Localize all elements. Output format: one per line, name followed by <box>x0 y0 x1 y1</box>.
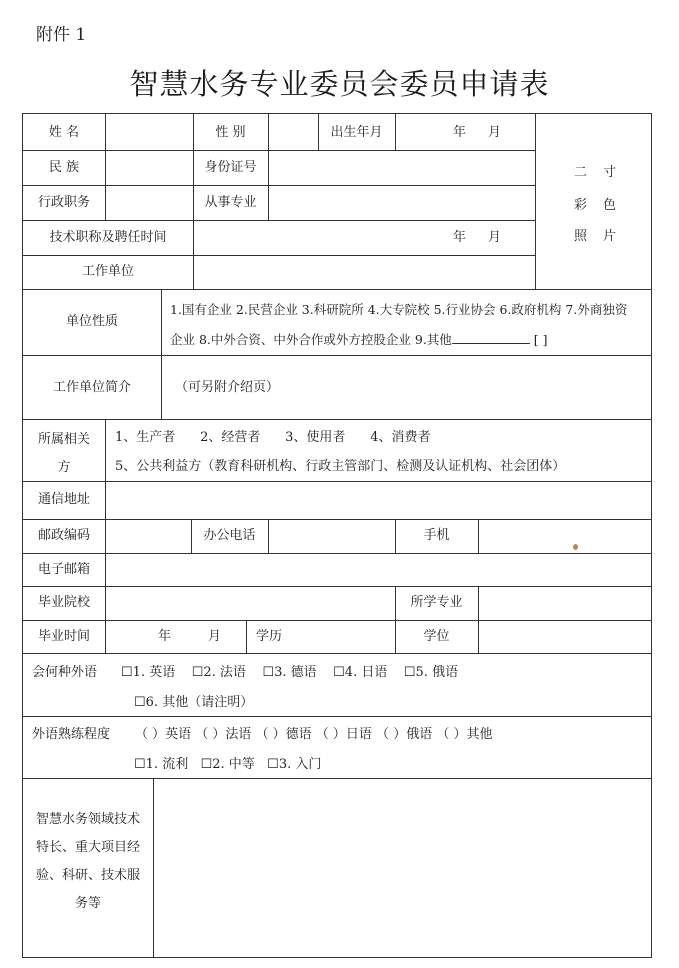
address-label: 通信地址 <box>37 492 90 507</box>
school-label: 毕业院校 <box>37 595 90 610</box>
education-label: 学历 <box>256 629 283 644</box>
mobile-label: 手机 <box>423 528 450 543</box>
party-label-line1: 所属相关 <box>37 432 90 447</box>
email-label: 电子邮箱 <box>37 562 90 577</box>
expertise-label-line3: 验、科研、技术服 <box>35 868 140 883</box>
title-year-unit: 年 <box>453 230 467 245</box>
title-time-label: 技术职称及聘任时间 <box>49 230 167 245</box>
language-options-line1[interactable]: ☐1. 英语 ☐2. 法语 ☐3. 德语 ☐4. 日语 ☐5. 俄语 <box>121 665 459 680</box>
grad-month-unit: 月 <box>208 629 222 644</box>
party-options-line1: 1、生产者 2、经营者 3、使用者 4、消费者 <box>115 430 431 445</box>
party-label-line2: 方 <box>57 460 71 475</box>
page-title: 智慧水务专业委员会委员申请表 <box>129 67 550 101</box>
profession-label: 从事专业 <box>204 195 257 210</box>
unit-nature-label: 单位性质 <box>65 314 118 329</box>
proficiency-label: 外语熟练程度 <box>32 727 111 742</box>
unit-nature-options-line1: 1.国有企业 2.民营企业 3.科研院所 4.大专院校 5.行业协会 6.政府机构 7.外商独资 <box>170 302 628 317</box>
other-blank[interactable] <box>452 331 530 344</box>
office-phone-label: 办公电话 <box>203 528 256 543</box>
id-number-label: 身份证号 <box>204 160 257 175</box>
expertise-label-line2: 特长、重大项目经 <box>35 840 140 855</box>
photo-text-5: 照 <box>574 229 588 244</box>
proficiency-options-line1[interactable]: （ ）英语 （ ）法语 （ ）德语 （ ）日语 （ ）俄语 （ ）其他 <box>135 727 493 742</box>
language-label: 会何种外语 <box>32 665 98 680</box>
grad-year-unit: 年 <box>158 629 172 644</box>
ink-stain <box>573 544 578 550</box>
workplace-label: 工作单位 <box>81 264 134 279</box>
birth-month-unit: 月 <box>488 125 502 140</box>
attachment-label: 附件 1 <box>36 25 87 45</box>
grad-time-label: 毕业时间 <box>37 629 90 644</box>
birth-date-label: 出生年月 <box>330 125 383 140</box>
gender-label: 性 别 <box>215 125 246 140</box>
party-options-line2: 5、公共利益方（教育科研机构、行政主管部门、检测及认证机构、社会团体） <box>115 459 566 474</box>
proficiency-options-line2[interactable]: ☐1. 流利 ☐2. 中等 ☐3. 入门 <box>134 757 322 772</box>
major-label: 所学专业 <box>410 595 463 610</box>
photo-text-2: 寸 <box>603 165 617 180</box>
language-options-line2[interactable]: ☐6. 其他（请注明） <box>134 695 254 710</box>
title-month-unit: 月 <box>488 230 502 245</box>
photo-text-3: 彩 <box>574 198 588 213</box>
ethnicity-label: 民 族 <box>48 160 80 175</box>
name-label: 姓 名 <box>48 125 80 140</box>
unit-nature-options-line2: 企业 8.中外合资、中外合作或外方控股企业 9.其他 [ ] <box>170 332 548 347</box>
photo-text-6: 片 <box>603 229 617 244</box>
birth-year-unit: 年 <box>453 125 467 140</box>
photo-text-1: 二 <box>574 165 588 180</box>
position-label: 行政职务 <box>37 195 90 210</box>
expertise-label-line1: 智慧水务领域技术 <box>35 812 140 827</box>
unit-intro-note: （可另附介绍页） <box>175 380 280 395</box>
unit-intro-label: 工作单位简介 <box>52 380 131 395</box>
postcode-label: 邮政编码 <box>37 528 90 543</box>
photo-text-4: 色 <box>603 198 617 213</box>
degree-label: 学位 <box>423 629 450 644</box>
expertise-label-line4: 务等 <box>74 896 101 911</box>
application-form <box>22 113 652 958</box>
